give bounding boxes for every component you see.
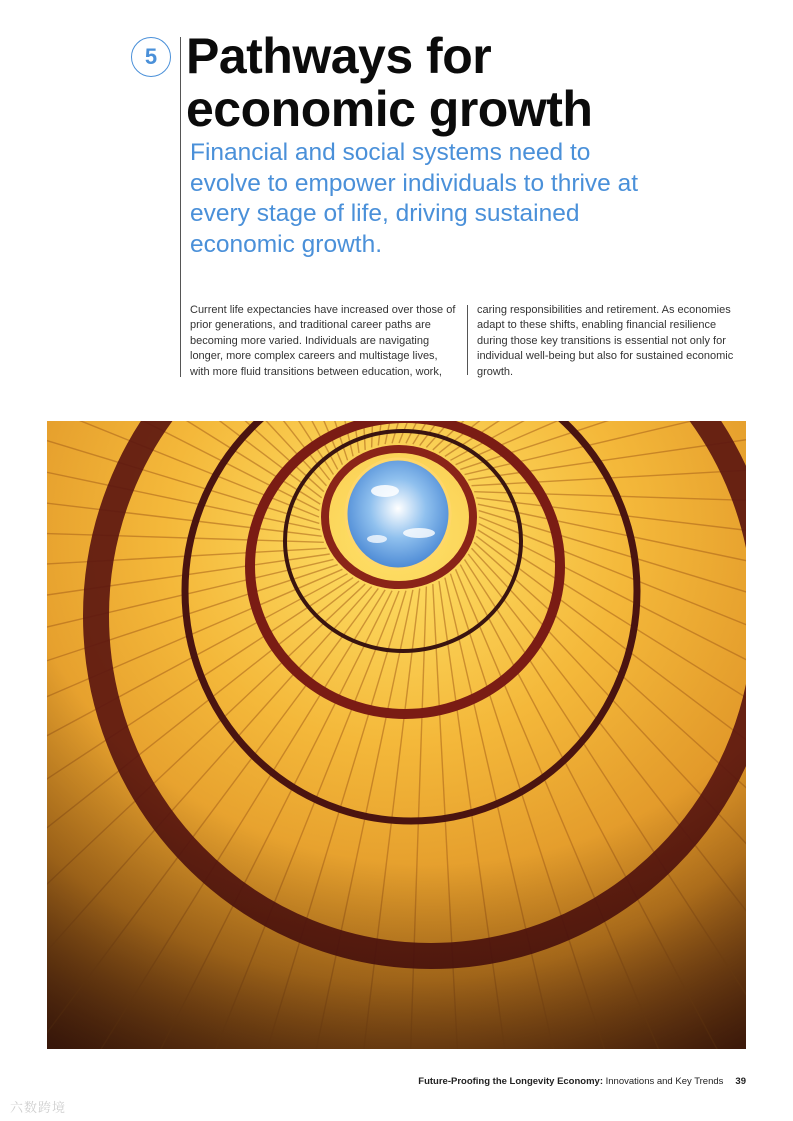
watermark: 六数跨境 [10,1100,67,1115]
report-title: Future-Proofing the Longevity Economy: [418,1076,603,1087]
column-divider [467,305,468,375]
body-column-1: Current life expectancies have increased over those of prior generations, and traditional career paths are becoming more varied. Individuals are navigating longer, more complex careers and multistage lives, with more fluid transitions between education, work, [190,304,456,378]
section-number-badge: 5 [131,37,171,77]
page-footer [418,1076,746,1087]
report-subtitle: Innovations and Key Trends [603,1076,724,1087]
page-subtitle: Financial and social systems need to evolve to empower individuals to thrive at every stage of life, driving sustained economic growth. [190,139,639,258]
heading-divider [180,37,181,377]
spiral-staircase-photo [47,421,746,1049]
body-column-2: caring responsibilities and retirement. As economies adapt to these shifts, enabling financial resilience during those key transitions is essential not only for individual well-being but also for sustained economic growth. [477,304,734,378]
page-number: 39 [735,1076,746,1087]
title-line-2: economic growth [186,81,593,137]
staircase-illustration [47,421,746,1049]
page-title [186,30,746,136]
title-line-1: Pathways for [186,28,492,84]
